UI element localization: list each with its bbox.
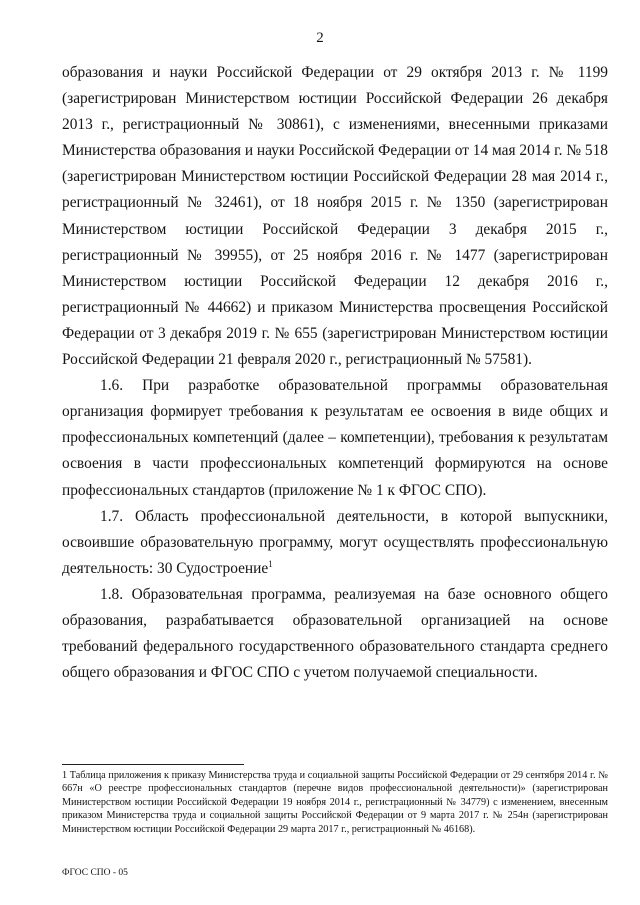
paragraph-1-7	[62, 504, 608, 582]
footer-code: ФГОС СПО - 05	[62, 868, 128, 878]
paragraph-1-6: 1.6. При разработке образовательной программы образовательная организация формирует требования к результатам ее освоения в виде общих и профессиональных компетенций (далее – компетенции), требования к результатам освоения в части профессиональных компетенций формируются на основе профессиональных стандартов (приложение № 1 к ФГОС СПО).	[62, 377, 608, 499]
document-body	[62, 60, 608, 686]
footnote-separator	[62, 764, 244, 765]
paragraph-1-7-text: 1.7. Область профессиональной деятельности, в которой выпускники, освоившие образовательную программу, могут осуществлять профессиональную деятельность: 30 Судостроение	[62, 507, 608, 577]
footnote-reference[interactable]: 1	[268, 558, 273, 569]
paragraph-continuation: образования и науки Российской Федерации от 29 октября 2013 г. № 1199 (зарегистрирован Министерством юстиции Российской Федерации 26 декабря 2013 г., регистрационный № 30861), с изменениями, внесенными приказами Министерства образования и науки Российской Федерации от 14 мая 2014 г. № 518 (зарегистрирован Министерством юстиции Российской Федерации 28 мая 2014 г., регистрационный № 32461), от 18 ноября 2015 г. № 1350 (зарегистрирован Министерством юстиции Российской Федерации 3 декабря 2015 г., регистрационный № 39955), от 25 ноября 2016 г. № 1477 (зарегистрирован Министерством юстиции Российской Федерации 12 декабря 2016 г., регистрационный № 44662) и приказом Министерства просвещения Российской Федерации от 3 декабря 2019 г. № 655 (зарегистрирован Министерством юстиции Российской Федерации 21 февраля 2020 г., регистрационный № 57581).	[62, 64, 608, 369]
paragraph-1-8: 1.8. Образовательная программа, реализуемая на базе основного общего образования, разрабатывается образовательной организацией на основе требований федерального государственного образовательного стандарта среднего общего образования и ФГОС СПО с учетом получаемой специальности.	[62, 585, 608, 682]
page-number: 2	[316, 30, 324, 46]
footnote: 1 Таблица приложения к приказу Министерства труда и социальной защиты Российской Федерации от 29 сентября 2014 г. № 667н «О реестре профессиональных стандартов (перечне видов профессиональной деятельности)» (зарегистрирован Министерством юстиции Российской Федерации 19 ноября 2014 г., регистрационный № 34779) с изменением, внесенным приказом Министерства труда и социальной защиты Российской Федерации от 9 марта 2017 г. № 254н (зарегистрирован Министерством юстиции Российской Федерации 29 марта 2017 г., регистрационный № 46168).	[62, 770, 608, 835]
